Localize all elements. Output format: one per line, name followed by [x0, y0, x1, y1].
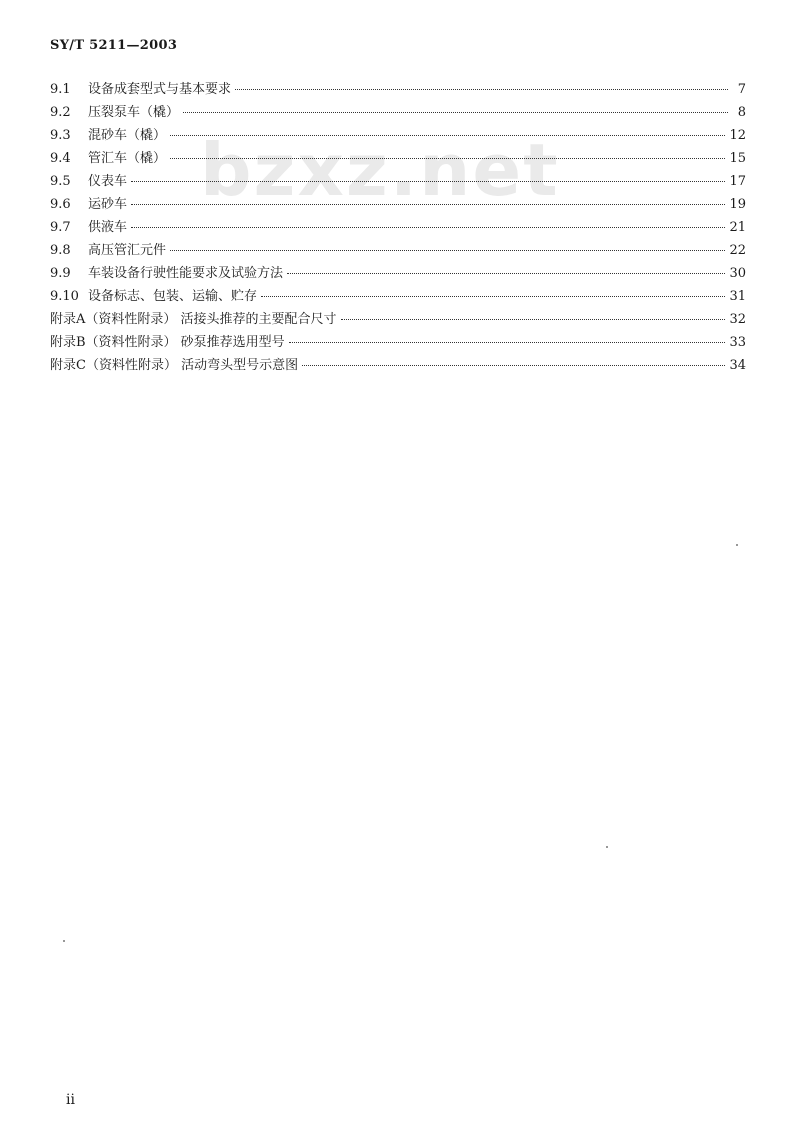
- toc-entry-title: 设备标志、包装、运输、贮存: [88, 289, 258, 304]
- dot-leader: [341, 319, 726, 320]
- dot-leader: [170, 135, 725, 136]
- toc-entry-number: 9.1: [50, 82, 71, 97]
- toc-entry-9-9[interactable]: [50, 262, 746, 285]
- toc-entry-title: 车装设备行驶性能要求及试验方法: [88, 266, 284, 281]
- dot-leader: [170, 250, 725, 251]
- toc-entry-title: 附录C（资料性附录） 活动弯头型号示意图: [50, 358, 299, 373]
- toc-entry-page: 22: [729, 243, 746, 258]
- toc-entry-appendix-a[interactable]: [50, 308, 746, 331]
- toc-entry-appendix-c[interactable]: [50, 354, 746, 377]
- toc-entry-appendix-b[interactable]: [50, 331, 746, 354]
- toc-entry-9-1[interactable]: [50, 78, 746, 101]
- scan-speck: [736, 544, 738, 546]
- toc-entry-page: 17: [729, 174, 746, 189]
- toc-entry-title: 仪表车: [88, 174, 128, 189]
- toc-entry-page: 12: [729, 128, 746, 143]
- toc-entry-9-10[interactable]: [50, 285, 746, 308]
- toc-entry-title: 运砂车: [88, 197, 128, 212]
- page-number-footer: ii: [66, 1092, 75, 1108]
- toc-entry-number: 9.6: [50, 197, 71, 212]
- dot-leader: [302, 365, 725, 366]
- dot-leader: [183, 112, 728, 113]
- dot-leader: [287, 273, 725, 274]
- table-of-contents: [50, 78, 746, 377]
- toc-entry-9-6[interactable]: [50, 193, 746, 216]
- scan-speck: [606, 846, 608, 848]
- dot-leader: [261, 296, 725, 297]
- toc-entry-number: 9.10: [50, 289, 79, 304]
- dot-leader: [170, 158, 725, 159]
- toc-entry-number: 9.7: [50, 220, 71, 235]
- toc-entry-title: 设备成套型式与基本要求: [88, 82, 232, 97]
- toc-entry-page: 33: [729, 335, 746, 350]
- toc-entry-page: 32: [729, 312, 746, 327]
- toc-entry-page: 21: [729, 220, 746, 235]
- toc-entry-9-3[interactable]: [50, 124, 746, 147]
- toc-entry-number: 9.5: [50, 174, 71, 189]
- toc-entry-page: 15: [729, 151, 746, 166]
- watermark: bzxz.net: [200, 128, 560, 212]
- toc-entry-number: 9.2: [50, 105, 71, 120]
- toc-entry-title: 附录B（资料性附录） 砂泵推荐选用型号: [50, 335, 285, 350]
- standard-code-header: SY/T 5211—2003: [50, 38, 178, 53]
- toc-entry-9-8[interactable]: [50, 239, 746, 262]
- toc-entry-number: 9.9: [50, 266, 71, 281]
- toc-entry-9-5[interactable]: [50, 170, 746, 193]
- toc-entry-page: 7: [737, 82, 746, 97]
- toc-entry-page: 31: [729, 289, 746, 304]
- toc-entry-title: 压裂泵车（橇）: [88, 105, 180, 120]
- toc-entry-title: 混砂车（橇）: [88, 128, 167, 143]
- toc-entry-title: 附录A（资料性附录） 活接头推荐的主要配合尺寸: [50, 312, 337, 327]
- toc-entry-title: 供液车: [88, 220, 128, 235]
- dot-leader: [131, 227, 725, 228]
- toc-entry-number: 9.4: [50, 151, 71, 166]
- dot-leader: [131, 181, 725, 182]
- toc-entry-title: 管汇车（橇）: [88, 151, 167, 166]
- dot-leader: [131, 204, 725, 205]
- toc-entry-page: 8: [737, 105, 746, 120]
- scan-speck: [63, 940, 65, 942]
- toc-entry-number: 9.8: [50, 243, 71, 258]
- toc-entry-page: 34: [729, 358, 746, 373]
- dot-leader: [235, 89, 728, 90]
- toc-entry-9-2[interactable]: [50, 101, 746, 124]
- toc-entry-9-7[interactable]: [50, 216, 746, 239]
- toc-entry-page: 19: [729, 197, 746, 212]
- dot-leader: [289, 342, 726, 343]
- toc-entry-9-4[interactable]: [50, 147, 746, 170]
- toc-entry-page: 30: [729, 266, 746, 281]
- toc-entry-title: 高压管汇元件: [88, 243, 167, 258]
- toc-entry-number: 9.3: [50, 128, 71, 143]
